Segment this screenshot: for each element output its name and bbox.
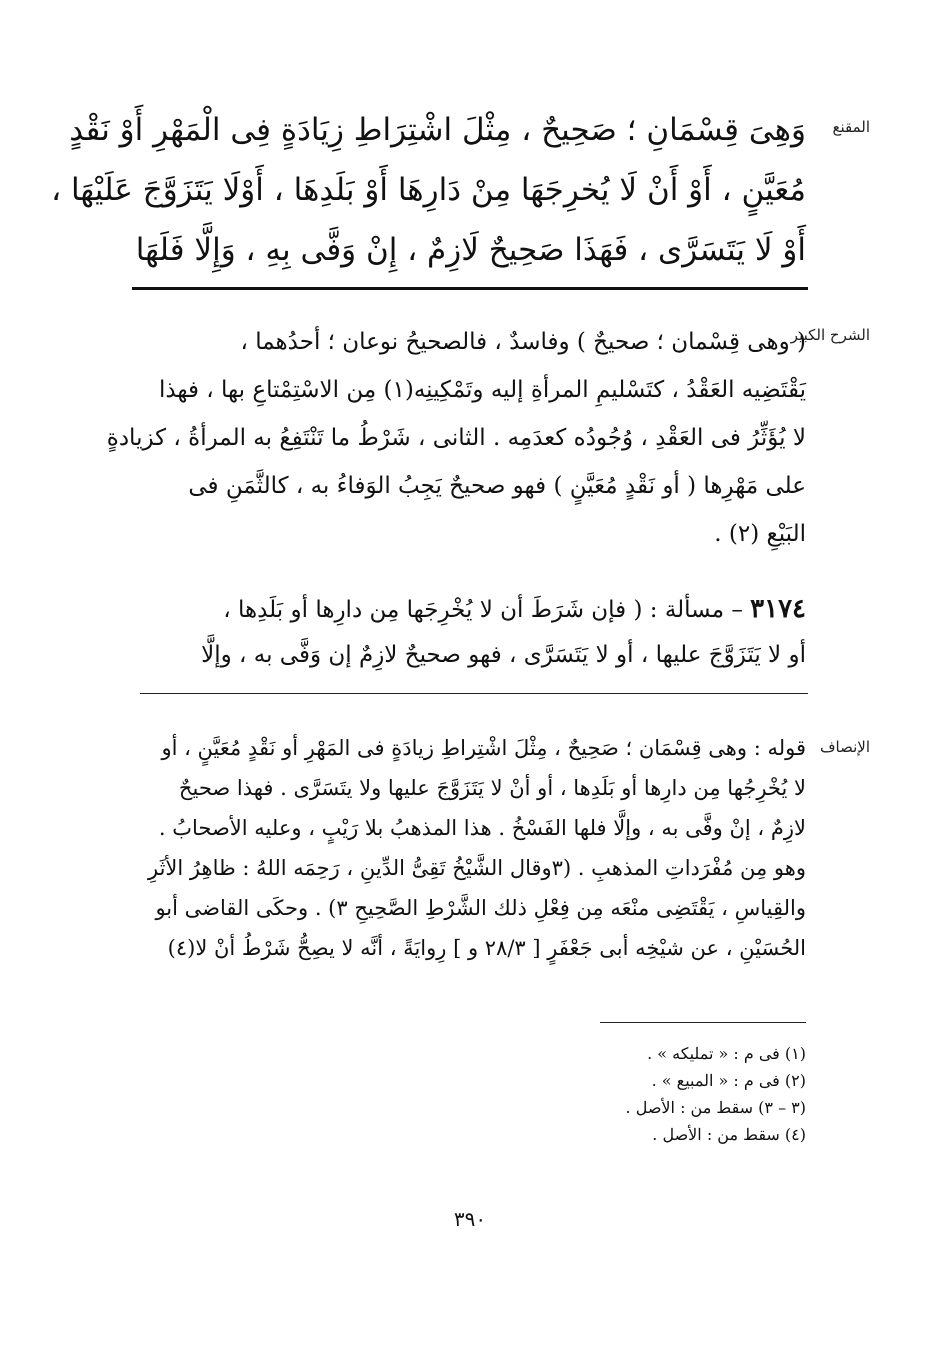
insaf-line: والقِياسِ ، يَقْتَضِى منْعَه مِن فِعْلِ ذلك الشَّرْطِ الصَّحِيحِ ٣) . وحكَى القاضى أبو <box>155 896 806 920</box>
sharh-line: لا يُؤَثِّرُ فى العَقْدِ ، وُجُودُه كعدَمِه . الثانى ، شَرْطُ ما تَنْتَفِعُ به المرأةُ ، كزيادةٍ <box>106 425 806 451</box>
muqni-line: وَهِىَ قِسْمَانِ ؛ صَحِيحٌ ، مِثْلَ اشْتِرَاطِ زِيَادَةٍ فِى الْمَهْرِ أَوْ نَقْدٍ <box>69 112 806 148</box>
masala-text <box>130 586 806 678</box>
muqni-text <box>51 100 806 280</box>
sharh-text <box>106 318 806 558</box>
masala-line: أو لا يَتَزَوَّجَ عليها ، أو لا يَتَسَرَّى ، فهو صحيحٌ لازِمٌ إن وَفَّى به ، وإلَّا <box>201 642 806 668</box>
label-insaf: الإنصاف <box>819 738 870 756</box>
masala-number: ٣١٧٤ <box>750 594 806 624</box>
sharh-line: يَقْتَضِيه العَقْدُ ، كتَسْليمِ المرأةِ إليه وتَمْكِينِه(١) مِن الاسْتِمْتاعِ بها ، فهذا <box>158 377 806 403</box>
label-sharh: الشرح الكبير <box>790 326 870 344</box>
insaf-line: الحُسَيْنِ ، عن شيْخِه أبى جَعْفَرٍ [ ٢٨/٣ و ] رِوايَةً ، أنَّه لا يصِحُّ شَرْطُ أنْ لا(٤) <box>167 936 806 960</box>
masala-heading-text: – مسألة : ( فإن شَرَطَ أن لا يُخْرِجَها مِن دارِها أو بَلَدِها ، <box>223 597 743 623</box>
section-divider-thin <box>140 693 808 694</box>
footnote-divider <box>600 1022 806 1023</box>
masala-line <box>130 586 806 632</box>
muqni-line: مُعَيَّنٍ ، أَوْ أَنْ لَا يُخرِجَهَا مِنْ دَارِهَا أَوْ بَلَدِهَا ، أَوْلَا يَتَزَوَّجَ عَلَيْهَا ، <box>51 172 806 208</box>
insaf-line: قوله : وهى قِسْمَان ؛ صَحِيحٌ ، مِثْلَ اشْتِراطِ زيادَةٍ فى المَهْرِ أو نَقْدٍ مُعَيَّنٍ ، أو <box>161 736 806 760</box>
sharh-line: ( وهى قِسْمان ؛ صحيحٌ ) وفاسدٌ ، فالصحيحُ نوعان ؛ أحدُهما ، <box>240 329 806 355</box>
page-number: ٣٩٠ <box>453 1207 487 1231</box>
label-muqni: المقنع <box>832 118 870 136</box>
muqni-line: أَوْ لَا يَتَسَرَّى ، فَهَذَا صَحِيحٌ لَازِمٌ ، إِنْ وَفَّى بِهِ ، وَإِلَّا فَلَهَا <box>135 232 806 268</box>
footnote: (١) فى م : « تمليكه » . <box>647 1044 806 1063</box>
insaf-line: لا يُخْرِجُها مِن دارِها أو بَلَدِها ، أو أنْ لا يَتَزَوَّجَ عليها ولا يتَسَرَّى . فهذا صحيحٌ <box>178 776 806 800</box>
insaf-line: لازِمٌ ، إنْ وفَّى به ، وإلَّا فلها الفَسْخُ . هذا المذهبُ بلا رَيْبٍ ، وعليه الأصحابُ . <box>158 816 806 840</box>
sharh-line: على مَهْرِها ( أو نَقْدٍ مُعَيَّنٍ ) فهو صحيحٌ يَجِبُ الوَفاءُ به ، كالثَّمَنِ فى <box>188 473 806 499</box>
section-divider-thick <box>132 287 808 290</box>
footnotes <box>626 1040 806 1148</box>
insaf-text <box>130 728 806 968</box>
footnote: (٤) سقط من : الأصل . <box>652 1125 806 1144</box>
sharh-line: البَيْعِ (٢) . <box>714 521 806 547</box>
footnote: (٣ – ٣) سقط من : الأصل . <box>625 1098 806 1117</box>
insaf-line: وهو مِن مُفْرَداتِ المذهبِ . (٣وقال الشَّيْخُ تَقِىُّ الدِّينِ ، رَحِمَه اللهُ : ظاهِرُ الأثَرِ <box>147 856 806 880</box>
footnote: (٢) فى م : « المبيع » . <box>651 1071 806 1090</box>
